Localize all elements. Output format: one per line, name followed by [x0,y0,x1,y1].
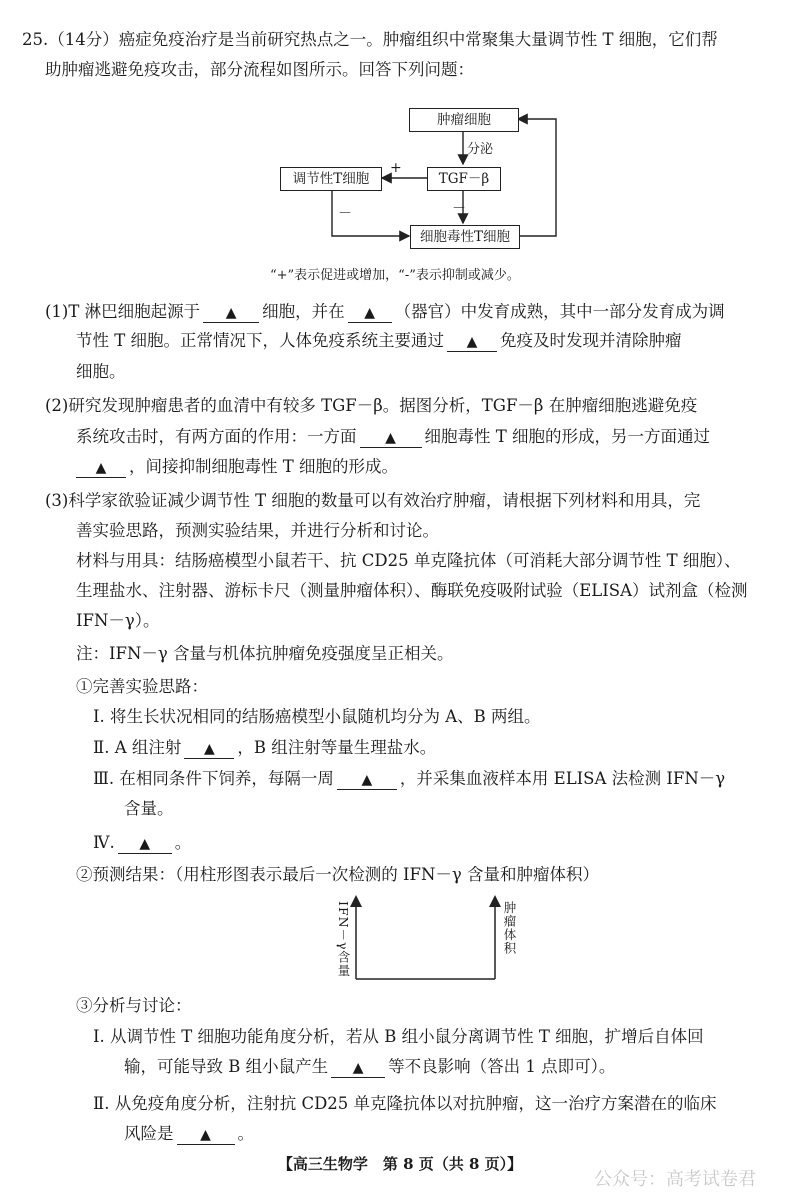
discussion-ii-line-1: Ⅱ. 从免疫角度分析，注射抗 CD25 单克隆抗体以对抗肿瘤，这一治疗方案潜在的临床 [93,1094,717,1113]
axes-frame [330,895,570,985]
minus-sign-treg: － [338,206,352,222]
y-axis-label-ifn: IFN－γ含量 [336,901,351,978]
step-iii-cont: 含量。 [124,799,174,818]
step-iii: Ⅲ. 在相同条件下饲养，每隔一周 ▲ ，并采集血液样本用 ELISA 法检测 IFN－γ [93,769,726,788]
note-line: 注：IFN－γ 含量与机体抗肿瘤免疫强度呈正相关。 [76,644,454,663]
part2-line-2: 系统攻击时，有两方面的作用：一方面 ▲ 细胞毒性 T 细胞的形成，另一方面通过 [76,427,710,446]
tgf-box: TGF－β [427,167,501,191]
answer-blank: ▲ [331,1059,385,1078]
answer-blank: ▲ [118,835,172,854]
answer-blank: ▲ [447,333,497,352]
part3-line-2: 善实验思路，预测实验结果，并进行分析和讨论。 [76,521,439,540]
step-3-heading: ③分析与讨论： [76,996,192,1015]
materials-line-2: 生理盐水、注射器、游标卡尺（测量肿瘤体积）、酶联免疫吸附试验（ELISA）试剂盒（检测 [76,581,748,600]
secrete-label: 分泌 [467,142,494,157]
answer-chart-axes [330,895,570,985]
answer-blank: ▲ [177,1126,235,1145]
ctl-box: 细胞毒性T细胞 [410,225,520,249]
discussion-ii-line-2: 风险是 ▲ 。 [124,1124,254,1143]
plus-sign: + [390,160,402,176]
answer-blank: ▲ [184,740,234,759]
part1-line-2: 节性 T 细胞。正常情况下，人体免疫系统主要通过 ▲ 免疫及时发现并清除肿瘤 [76,331,682,350]
answer-blank: ▲ [360,429,422,448]
flow-diagram [270,100,570,290]
treg-box: 调节性T细胞 [280,167,382,191]
page-footer: 【高三生物学 第 8 页（共 8 页）】 [277,1155,523,1173]
watermark: 公众号：高考试卷君 [594,1169,756,1190]
intro-line-2: 助肿瘤逃避免疫攻击，部分流程如图所示。回答下列问题： [45,60,474,79]
answer-blank: ▲ [348,304,392,323]
step-i: Ⅰ. 将生长状况相同的结肠癌模型小鼠随机均分为 A、B 两组。 [93,707,541,726]
part3-line-1: (3)科学家欲验证减少调节性 T 细胞的数量可以有效治疗肿瘤，请根据下列材料和用具，完 [45,491,701,510]
discussion-i-line-2: 输，可能导致 B 组小鼠产生 ▲ 等不良影响（答出 1 点即可）。 [124,1057,616,1076]
part2-line-3: ▲ ，间接抑制细胞毒性 T 细胞的形成。 [76,456,398,478]
answer-blank: ▲ [203,304,259,323]
diagram-legend: “+”表示促进或增加，“-”表示抑制或减少。 [270,268,520,283]
part1-line-1: (1)T 淋巴细胞起源于 ▲ 细胞，并在 ▲ （器官）中发育成熟，其中一部分发育成为调 [45,302,725,321]
tumor-cell-box: 肿瘤细胞 [409,108,519,132]
y-axis-label-tumor-volume: 肿瘤体积 [502,901,517,955]
step-2-heading: ②预测结果：（用柱形图表示最后一次检测的 IFN－γ 含量和肿瘤体积） [76,865,600,884]
answer-blank: ▲ [76,459,126,478]
materials-line-1: 材料与用具：结肠癌模型小鼠若干、抗 CD25 单克隆抗体（可消耗大部分调节性 T 细胞）、 [76,551,741,570]
minus-sign-tgf: － [452,201,466,217]
step-1-heading: ①完善实验思路： [76,677,208,696]
intro-line-1: 25.（14分）癌症免疫治疗是当前研究热点之一。肿瘤组织中常聚集大量调节性 T 细胞，它们帮 [22,30,718,49]
step-ii: Ⅱ. A 组注射 ▲ ，B 组注射等量生理盐水。 [93,738,437,757]
discussion-i-line-1: Ⅰ. 从调节性 T 细胞功能角度分析，若从 B 组小鼠分离调节性 T 细胞，扩增后自体回 [93,1027,704,1046]
part1-line-3: 细胞。 [76,362,126,381]
part2-line-1: (2)研究发现肿瘤患者的血清中有较多 TGF－β。据图分析，TGF－β 在肿瘤细胞逃避免疫 [45,396,698,415]
answer-blank: ▲ [337,771,397,790]
materials-line-3: IFN－γ）。 [76,611,160,630]
step-iv: Ⅳ. ▲ 。 [93,833,192,852]
